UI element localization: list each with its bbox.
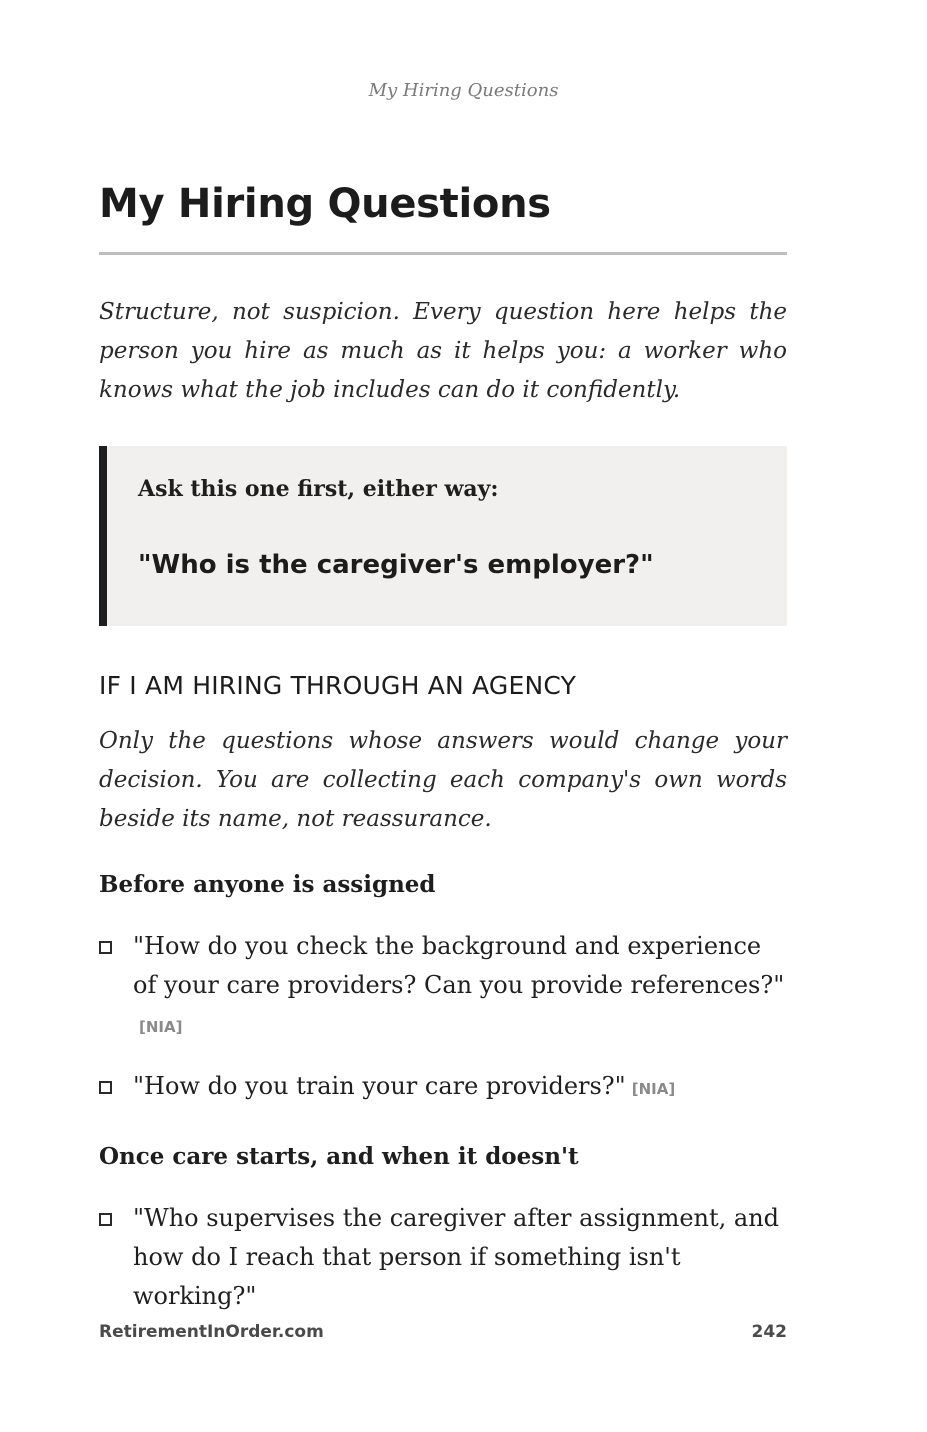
- checklist-before-assigned: [99, 927, 787, 1109]
- checklist-item[interactable]: [99, 1199, 787, 1316]
- page-content: [99, 176, 787, 1316]
- checklist-item-text: "How do you check the background and experience of your care providers? Can you provide references?": [133, 932, 785, 999]
- checkbox-icon[interactable]: [99, 941, 112, 954]
- callout-label: Ask this one first, either way:: [138, 476, 499, 502]
- footer-site: RetirementInOrder.com: [99, 1322, 324, 1342]
- checklist-item[interactable]: [99, 927, 787, 1047]
- source-tag: [NIA]: [631, 1080, 676, 1098]
- page-title: My Hiring Questions: [99, 181, 551, 227]
- callout-box: [99, 446, 787, 626]
- checklist-item[interactable]: [99, 1067, 787, 1109]
- title-divider: [99, 252, 787, 255]
- section-heading: IF I AM HIRING THROUGH AN AGENCY: [99, 671, 577, 700]
- checklist-item-text: "Who supervises the caregiver after assignment, and how do I reach that person if something isn't working?": [133, 1204, 780, 1310]
- lead-paragraph: Structure, not suspicion. Every question here helps the person you hire as much as it helps you: a worker who knows what the job includes can do it confidently.: [99, 299, 787, 403]
- checklist-once-care-starts: [99, 1199, 787, 1316]
- checkbox-icon[interactable]: [99, 1213, 112, 1226]
- group-heading-before-assigned: Before anyone is assigned: [99, 871, 436, 898]
- checkbox-icon[interactable]: [99, 1081, 112, 1094]
- running-head: My Hiring Questions: [368, 80, 559, 101]
- callout-question: "Who is the caregiver's employer?": [138, 550, 654, 580]
- checklist-item-text: "How do you train your care providers?": [133, 1072, 626, 1100]
- group-heading-once-care-starts: Once care starts, and when it doesn't: [99, 1143, 579, 1170]
- source-tag: [NIA]: [139, 1018, 183, 1036]
- section-intro: Only the questions whose answers would change your decision. You are collecting each company's own words beside its name, not reassurance.: [99, 728, 787, 832]
- page-number: 242: [751, 1322, 787, 1342]
